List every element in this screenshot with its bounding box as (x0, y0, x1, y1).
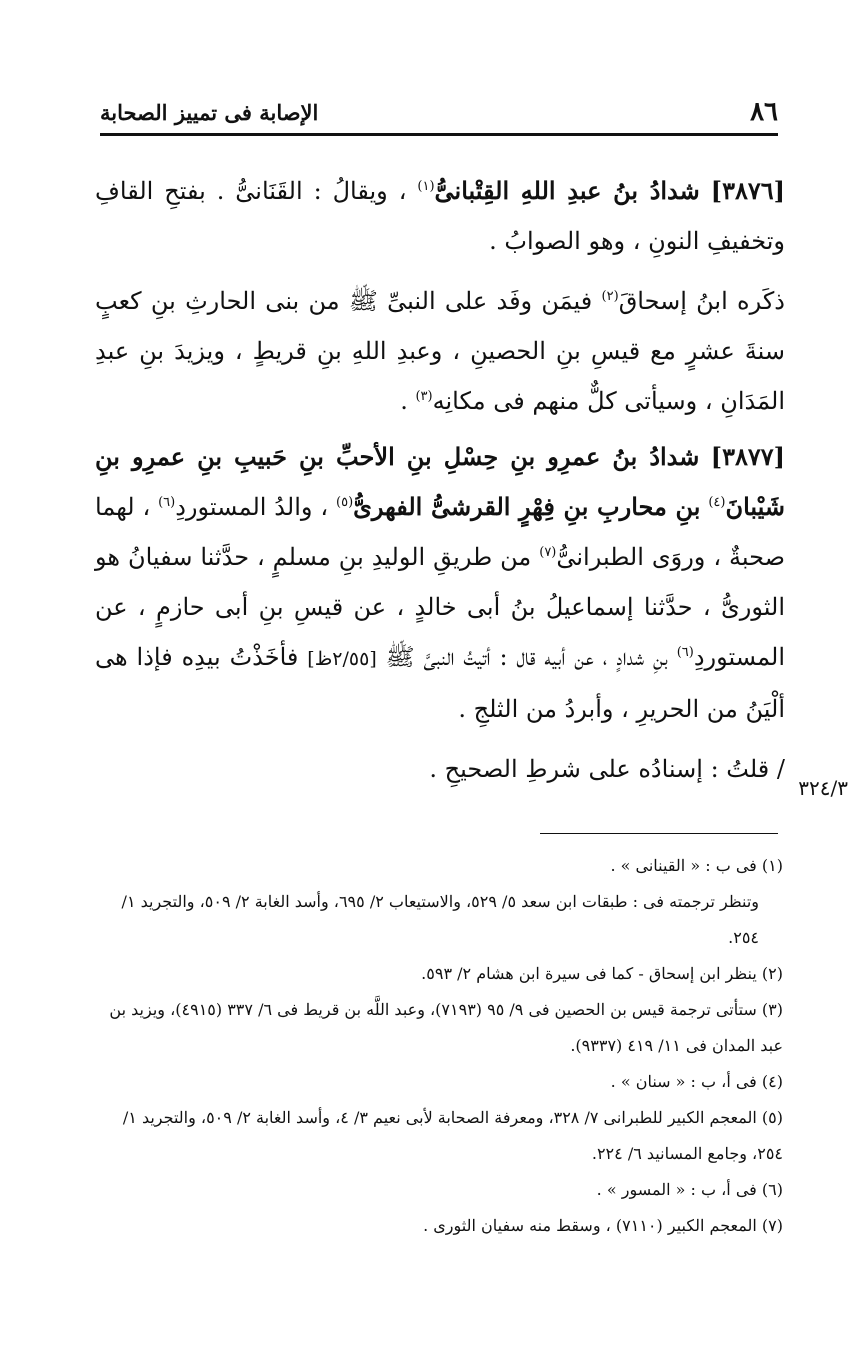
footnote-1-continued: وتنظر ترجمته فى : طبقات ابن سعد ٥/ ٥٢٩، والاستيعاب ٢/ ٦٩٥، وأسد الغابة ٢/ ٥٠٩، والتجريد ١/ ٢٥٤. (121, 892, 759, 947)
footnote-marker: (٢) (601, 289, 619, 304)
footnote-marker: (٦) (676, 645, 694, 660)
footnote-1: (١) فى ب : « القينانى » . (610, 856, 783, 875)
paragraph-text: فيمَن وفَد على النبىِّ ﷺ من بنى الحارثِ بنِ كعبٍ سنةَ عشرٍ مع قيسِ بنِ الحصينِ ، وعبدِ اللهِ بنِ قريطٍ ، ويزيدَ بنِ عبدِ المَدَانِ ، وسيأتى كلٌّ منهم فى مكانِه (95, 287, 785, 415)
footnote-rule (540, 833, 778, 834)
margin-reference: ٣٢٤/٣ (798, 776, 848, 800)
entry-3877 (95, 432, 785, 734)
entry-3876 (95, 166, 785, 266)
paragraph-text: . (400, 387, 408, 415)
entry-number: [٣٨٧٦] (710, 176, 785, 205)
page-number: ٨٦ (750, 97, 778, 127)
entry-name: شدادُ بنُ عبدِ اللهِ القِتْبانىُّ (434, 176, 700, 205)
book-title: الإصابة فى تمييز الصحابة (100, 99, 319, 125)
footnote-6: (٦) فى أ، ب : « المسور » . (596, 1180, 783, 1199)
manuscript-page-ref: [٢/٥٥ظ] (307, 648, 377, 670)
footnote-marker: (٤) (708, 495, 726, 510)
footnote-marker: (٣) (415, 389, 433, 404)
footnotes (95, 848, 783, 1244)
footnote-7: (٧) المعجم الكبير (٧١١٠) ، وسقط منه سفيان الثورى . (423, 1216, 783, 1235)
entry-name-continued: بنِ محاربِ بنِ فِهْرٍ القرشىُّ الفهرىُّ (353, 492, 701, 521)
entry-number: [٣٨٧٧] (710, 442, 785, 471)
paragraph-text: ذكَره ابنُ إسحاقَ (618, 287, 785, 315)
footnote-marker: (٥) (336, 495, 354, 510)
entry-text: ، لهما صحبةٌ ، وروَى الطبرانىُّ (95, 493, 785, 571)
entry-text: ، والدُ المستوردِ (175, 493, 329, 521)
footnote-5: (٥) المعجم الكبير للطبرانى ٧/ ٣٢٨، ومعرفة الصحابة لأبى نعيم ٣/ ٤، وأسد الغابة ٢/ ٥٠٩، والتجريد ١/ ٢٥٤، وجامع المسانيد ٦/ ٢٢٤. (122, 1108, 783, 1163)
footnote-marker: (٦) (158, 495, 176, 510)
entry-text: فأخَذْتُ بيدِه فإذا هى ألْيَنُ من الحريرِ ، وأبردُ من الثلجِ . (95, 643, 785, 723)
entry-text: بنِ شدادٍ ، عن أبيه قال : أتيتُ النبىَّ ﷺ (385, 643, 668, 671)
entry-text: من طريقِ الوليدِ بنِ مسلمٍ ، حدَّثنا سفيانُ هو الثورىُّ ، حدَّثنا إسماعيلُ بنُ أبى خالدٍ ، عن قيسِ بنِ أبى حازمٍ ، عن المستوردِ (95, 543, 786, 671)
entry-3876-paragraph (95, 276, 785, 426)
conclusion-text: / قلتُ : إسنادُه على شرطِ الصحيحِ . (429, 755, 785, 783)
footnote-3: (٣) ستأتى ترجمة قيس بن الحصين فى ٩/ ٩٥ (٧١٩٣)، وعبد اللَّه بن قريط فى ٦/ ٣٣٧ (٤٩١٥)، ويزيد بن عبد المدان فى ١١/ ٤١٩ (٩٣٣٧). (109, 1000, 783, 1055)
footnote-marker: (١) (417, 179, 435, 194)
entry-text: ، ويقالُ : القَنَانىُّ . بفتحِ القافِ وتخفيفِ النونِ ، وهو الصوابُ . (95, 177, 785, 255)
header-rule (100, 133, 778, 136)
entry-3877-conclusion (95, 744, 785, 794)
footnote-marker: (٧) (539, 545, 557, 560)
running-header (100, 92, 778, 132)
footnote-2: (٢) ينظر ابن إسحاق - كما فى سيرة ابن هشام ٢/ ٥٩٣. (421, 964, 783, 983)
main-text (95, 166, 785, 794)
footnote-4: (٤) فى أ، ب : « سنان » . (610, 1072, 783, 1091)
entry-name: شدادُ بنُ عمرِو بنِ حِسْلِ بنِ الأحبِّ بنِ حَبيبِ بنِ عمرِو بنِ شَيْبانَ (95, 442, 785, 521)
